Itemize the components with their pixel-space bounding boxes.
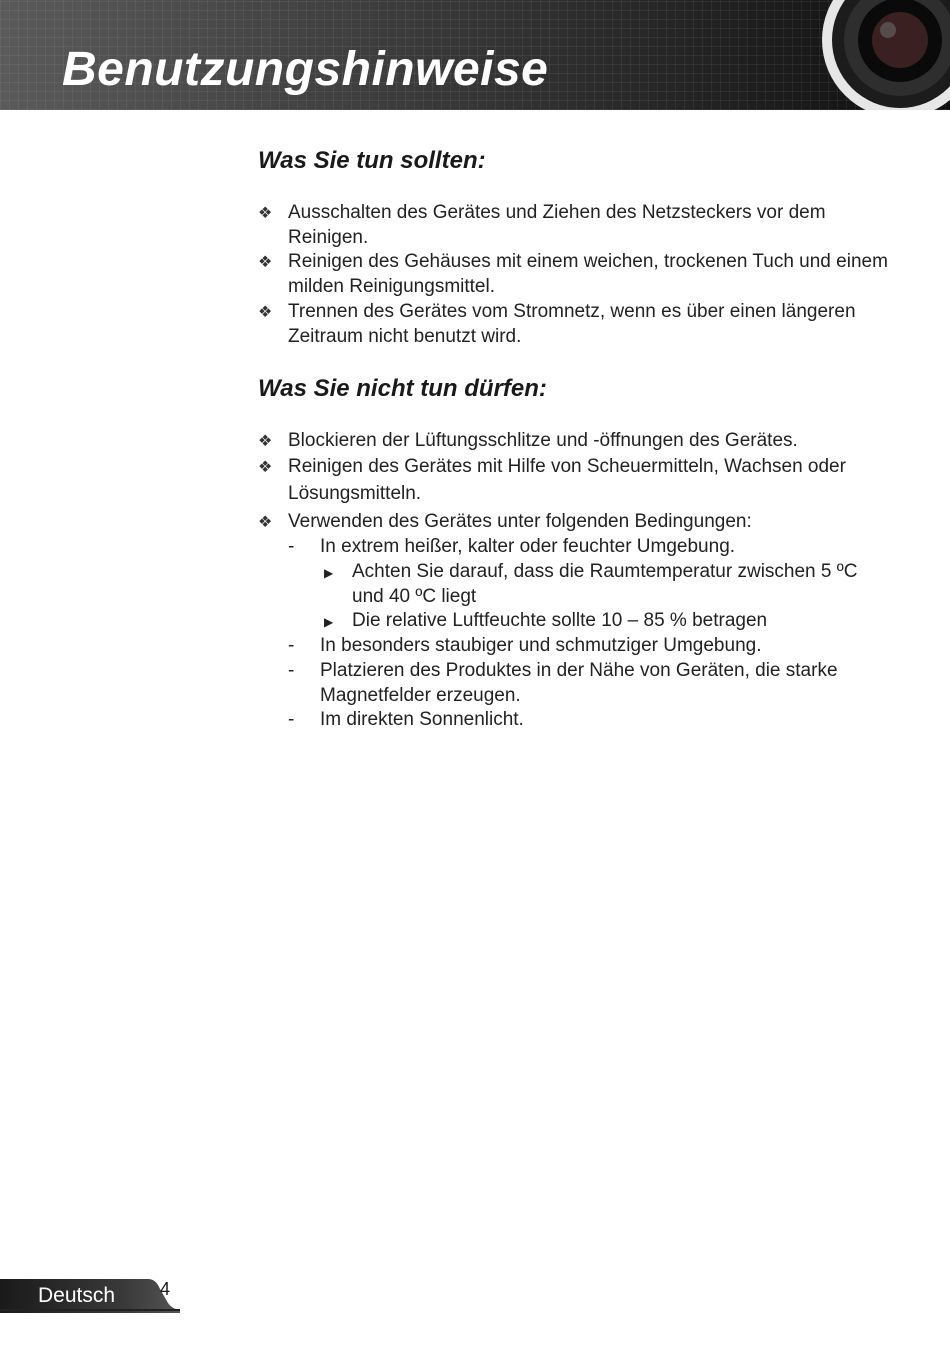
dash-bullet-icon: - [288,709,295,730]
do-section-heading: Was Sie tun sollten: [258,147,486,174]
dont-item-text: Reinigen des Gerätes mit Hilfe von Scheuermitteln, Wachsen oder Lösungsmitteln. [288,456,846,504]
list-item [258,453,888,507]
sub-condition-item [320,559,890,609]
sub-condition-text: Die relative Luftfeuchte sollte 10 – 85 % betragen [352,610,768,631]
dont-item-text: Verwenden des Gerätes unter folgenden Bedingungen: [288,511,752,532]
condition-item [288,534,888,559]
sub-condition-item [320,608,890,633]
dash-bullet-icon: - [288,635,295,656]
footer-language: Deutsch [38,1284,116,1307]
triangle-bullet-icon: ▶ [324,615,334,629]
triangle-bullet-icon: ▶ [324,566,334,580]
list-item [258,249,888,299]
do-item-text: Reinigen des Gehäuses mit einem weichen, trockenen Tuch und einem milden Reinigungsmittel. [288,251,888,297]
condition-item [288,633,888,658]
diamond-bullet-icon: ❖ [258,304,273,321]
condition-item [288,658,888,708]
sub-condition-text: Achten Sie darauf, dass die Raumtemperatur zwischen 5 ºC und 40 ºC liegt [352,561,858,607]
diamond-bullet-icon: ❖ [258,205,273,222]
condition-text: In extrem heißer, kalter oder feuchter Umgebung. [320,536,736,557]
projector-lens-icon [820,0,950,110]
diamond-bullet-icon: ❖ [258,514,273,531]
list-item [258,509,888,534]
diamond-bullet-icon: ❖ [258,459,273,476]
dont-item-text: Blockieren der Lüftungsschlitze und -öffnungen des Gerätes. [288,430,798,451]
condition-text: Im direkten Sonnenlicht. [320,709,524,730]
do-item-text: Trennen des Gerätes vom Stromnetz, wenn es über einen längeren Zeitraum nicht benutzt wird. [288,301,856,347]
condition-item [288,707,888,732]
page-number: 4 [160,1279,171,1299]
list-item [258,428,888,453]
diamond-bullet-icon: ❖ [258,254,273,271]
dont-section-heading: Was Sie nicht tun dürfen: [258,375,547,402]
diamond-bullet-icon: ❖ [258,433,273,450]
list-item [258,200,888,250]
condition-text: Platzieren des Produktes in der Nähe von Geräten, die starke Magnetfelder erzeugen. [320,660,838,706]
do-item-text: Ausschalten des Gerätes und Ziehen des Netzsteckers vor dem Reinigen. [288,202,826,248]
page-title: Benutzungshinweise [62,43,549,96]
list-item [258,299,888,349]
dash-bullet-icon: - [288,536,295,557]
dash-bullet-icon: - [288,660,295,681]
page-header [0,0,950,110]
condition-text: In besonders staubiger und schmutziger Umgebung. [320,635,762,656]
